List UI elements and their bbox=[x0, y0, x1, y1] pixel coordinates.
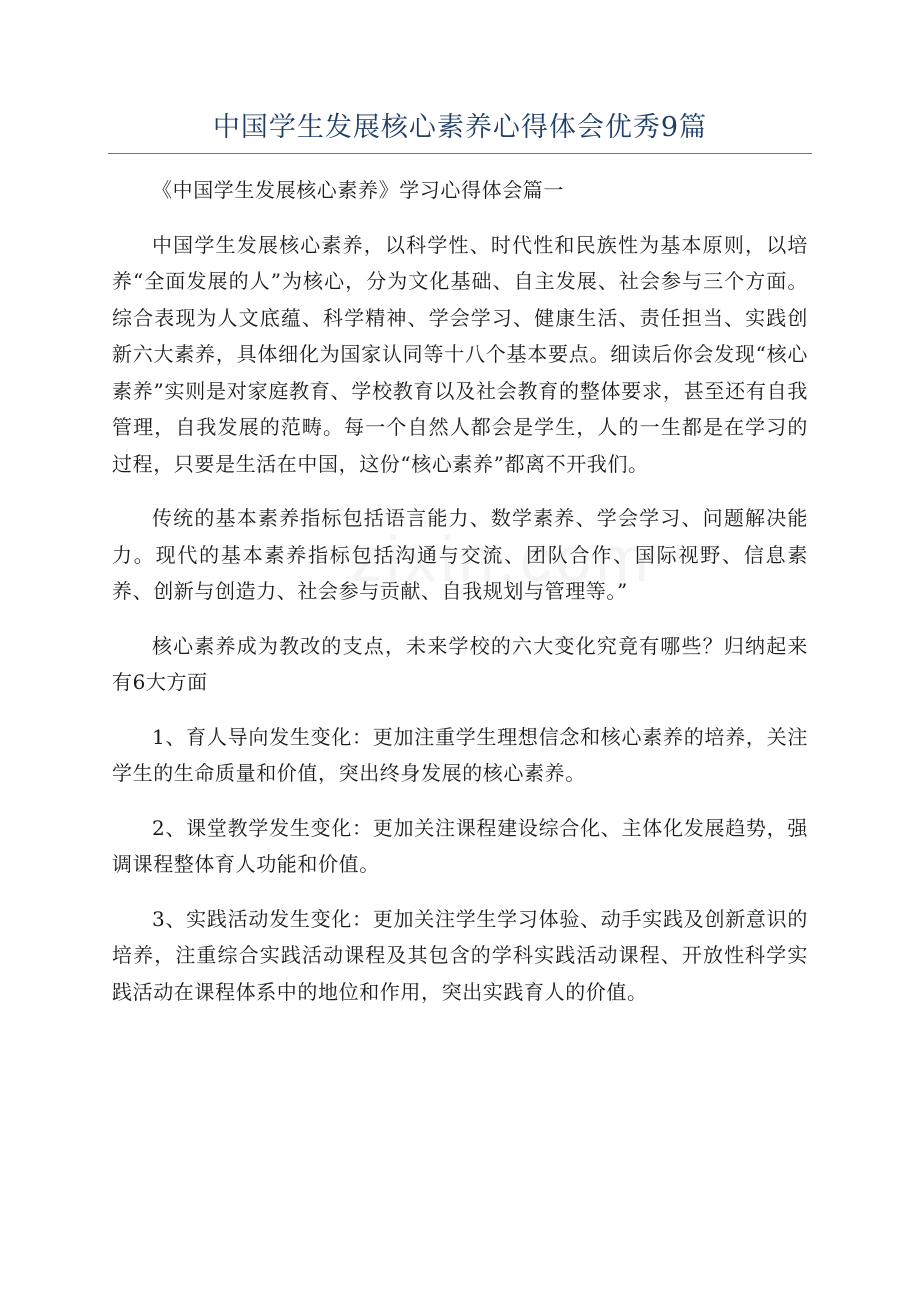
list-item: 1、育人导向发生变化：更加注重学生理想信念和核心素养的培养，关注学生的生命质量和价值，突出终身发展的核心素养。 bbox=[112, 724, 808, 785]
section-heading: 《中国学生发展核心素养》学习心得体会篇一 bbox=[152, 178, 564, 202]
paragraph: 传统的基本素养指标包括语言能力、数学素养、学会学习、问题解决能力。现代的基本素养指标包括沟通与交流、团队合作、国际视野、信息素养、创新与创造力、社会参与贡献、自我规划与管理等。” bbox=[112, 506, 808, 603]
title-underline bbox=[108, 153, 812, 154]
document-body bbox=[112, 172, 808, 1028]
list-item: 2、课堂教学发生变化：更加关注课程建设综合化、主体化发展趋势，强调课程整体育人功能和价值。 bbox=[112, 815, 808, 876]
paragraph: 中国学生发展核心素养，以科学性、时代性和民族性为基本原则，以培养“全面发展的人”为核心，分为文化基础、自主发展、社会参与三个方面。综合表现为人文底蕴、科学精神、学会学习、健康生活、责任担当、实践创新六大素养，具体细化为国家认同等十八个基本要点。细读后你会发现“核心素养”实则是对家庭教育、学校教育以及社会教育的整体要求，甚至还有自我管理，自我发展的范畴。每一个自然人都会是学生，人的一生都是在学习的过程，只要是生活在中国，这份“核心素养”都离不开我们。 bbox=[112, 232, 808, 476]
list-item: 3、实践活动发生变化：更加关注学生学习体验、动手实践及创新意识的培养，注重综合实践活动课程及其包含的学科实践活动课程、开放性科学实践活动在课程体系中的地位和作用，突出实践育人的价值。 bbox=[112, 906, 808, 1004]
document-title: 中国学生发展核心素养心得体会优秀9篇 bbox=[212, 112, 708, 143]
paragraph: 核心素养成为教改的支点，未来学校的六大变化究竟有哪些？归纳起来有6大方面 bbox=[112, 633, 808, 694]
